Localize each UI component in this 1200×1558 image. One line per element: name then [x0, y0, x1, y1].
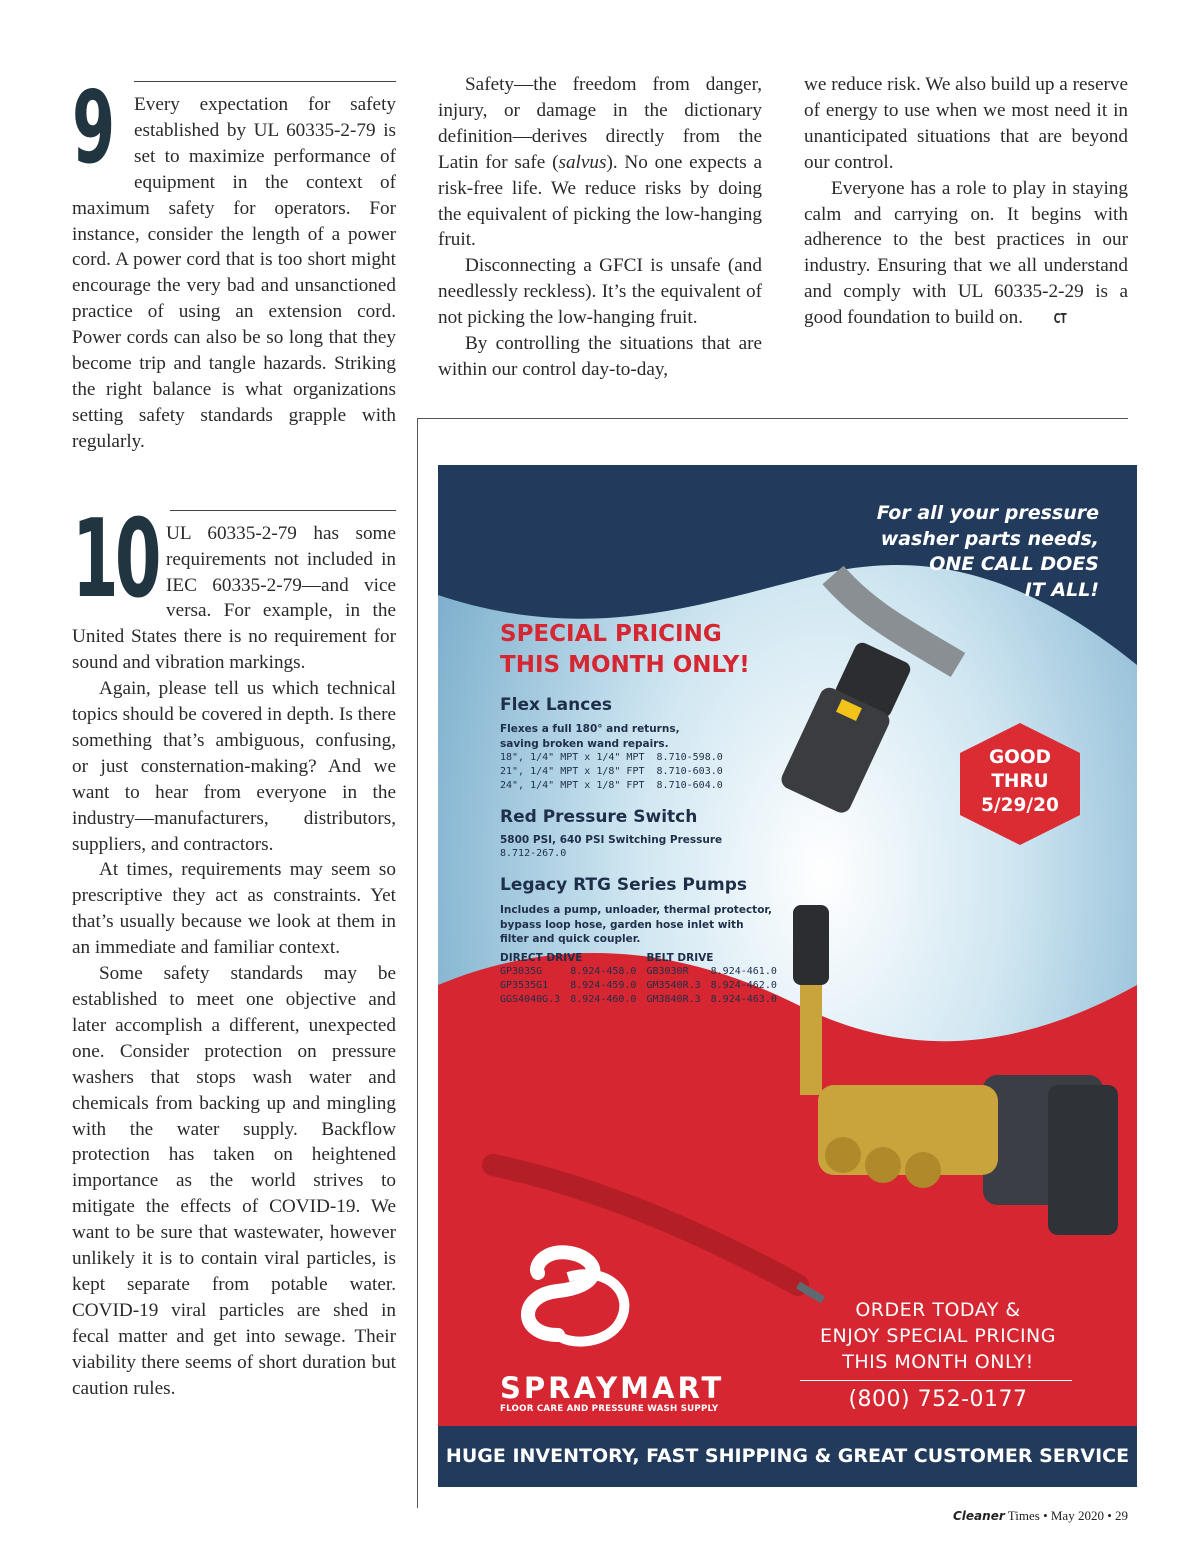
flex-lances-description [500, 722, 680, 751]
good-thru-badge [960, 746, 1080, 818]
order-line: ORDER TODAY & [855, 1299, 1021, 1321]
desc-line: bypass loop hose, garden hose inlet with [500, 918, 744, 931]
part: 8.924-460.0 [570, 994, 637, 1005]
footer-brand: Cleaner [953, 1509, 1005, 1523]
order-line: THIS MONTH ONLY! [842, 1351, 1034, 1373]
belt-drive-header: BELT DRIVE [646, 952, 714, 964]
ad-tagline [799, 501, 1099, 603]
badge-line: 5/29/20 [981, 795, 1059, 816]
ad-frame-left-rule [417, 418, 418, 1508]
tagline-line: IT ALL! [1024, 578, 1099, 601]
order-divider [800, 1380, 1072, 1381]
paragraph [804, 176, 1128, 333]
order-line: ENJOY SPECIAL PRICING [820, 1325, 1056, 1347]
pressure-switch-description: 5800 PSI, 640 PSI Switching Pressure [500, 834, 723, 846]
section-10-text: UL 60335-2-79 has some requirements not included in IEC 60335-2-79—and vice versa. For example, in the United States there is no requirement for sound and vibration markings. [72, 522, 396, 674]
part: 8.924-463.0 [710, 994, 777, 1005]
spraymart-logo-text: SPRAYMART [500, 1371, 725, 1405]
headline-line: SPECIAL PRICING [500, 621, 722, 647]
column-1 [72, 69, 396, 1402]
phone-number[interactable]: (800) 752-0177 [848, 1387, 1028, 1412]
paragraph: Disconnecting a GFCI is unsafe (and needlessly reckless). It’s the equivalent of not picking the low-hanging fruit. [438, 255, 762, 329]
badge-line: GOOD [989, 747, 1051, 768]
part-line: 21", 1/4" MPT x 1/8" FPT 8.710-603.0 [500, 766, 723, 777]
headline-line: THIS MONTH ONLY! [500, 652, 750, 678]
part: 8.924-458.0 [570, 966, 637, 977]
part: 8.924-459.0 [570, 980, 637, 991]
section-rule [170, 510, 396, 511]
desc-line: filter and quick coupler. [500, 933, 641, 945]
desc-line: Includes a pump, unloader, thermal protector, [500, 904, 773, 916]
paragraph [438, 72, 762, 253]
table-row [500, 979, 787, 993]
part-line: 18", 1/4" MPT x 1/4" MPT 8.710-598.0 [500, 752, 723, 763]
ad-frame-top-rule [417, 418, 1128, 419]
section-number-9: 9 [72, 69, 116, 186]
latin-term: salvus [558, 151, 607, 173]
tagline-line: For all your pressure [876, 502, 1099, 524]
section-10-paragraph [72, 496, 396, 676]
model: GP3535G1 [500, 980, 549, 991]
model: GM3540R.3 [646, 980, 701, 991]
model: GB3030R [646, 966, 689, 977]
part: 8.924-462.0 [710, 980, 777, 991]
paragraph: Again, please tell us which technical topics should be covered in depth. Is there something that’s ambiguous, confusing, or just consternation-making? And we want to hear from everyone in the industry—manufacturers, distributors, suppliers, and contractors. [72, 678, 396, 855]
desc-line: saving broken wand repairs. [500, 737, 669, 750]
section-9-text: Every expectation for safety established by UL 60335-2-79 is set to maximize performance of equipment in the context of maximum safety for operators. For instance, consider the length of a power cord. A power cord that is too short might encourage the very bad and unsanctioned practice of using an extension cord. Power cords can also be so long that they become trip and tangle hazards. Striking the right balance is what organizations setting safety standards grapple with regularly. [72, 94, 396, 452]
tagline-line: ONE CALL DOES [929, 553, 1099, 575]
text-run: ). No one expects a risk-free life. We reduce risks by doing the equivalent of picking the low-hanging fruit. [438, 151, 762, 251]
paragraph: At times, requirements may seem so prescriptive they act as constraints. Yet that’s usually because we look at them in an immediate and familiar context. [72, 859, 396, 959]
desc-line: Flexes a full 180° and returns, [500, 723, 680, 735]
model: GM3840R.3 [646, 994, 701, 1005]
flex-lances-parts [500, 751, 723, 793]
flex-lances-title: Flex Lances [500, 695, 612, 715]
tagline-line: washer parts needs, [880, 527, 1099, 550]
paragraph: By controlling the situations that are within our control day-to-day, [438, 333, 762, 380]
table-row [500, 993, 787, 1007]
paragraph: we reduce risk. We also build up a reserve of energy to use when we most need it in unanticipated situations that are beyond our control. [804, 74, 1128, 173]
text-run: Safety—the freedom from danger, injury, or damage in the dictionary definition—derives directly from the Latin for safe ( [438, 74, 762, 173]
spraymart-advertisement[interactable] [438, 465, 1137, 1487]
direct-drive-header: DIRECT DRIVE [500, 952, 583, 964]
section-rule [134, 81, 396, 82]
special-pricing-headline [500, 619, 750, 681]
flex-lance-nozzle [778, 640, 913, 816]
badge-line: THRU [991, 771, 1049, 792]
column-3 [804, 72, 1128, 333]
section-number-10: 10 [72, 496, 158, 622]
text-run: Everyone has a role to play in staying calm and carrying on. It begins with adherence to the best practices in our industry. Ensuring that we all understand and comply with UL 60335-2-29 is a good foundation to build on. [804, 177, 1128, 329]
end-mark: CT [1053, 312, 1067, 328]
rtg-pumps-description [500, 903, 772, 947]
part-line: 24", 1/4" MPT x 1/8" FPT 8.710-604.0 [500, 780, 723, 791]
page-footer [953, 1508, 1128, 1524]
pressure-switch-part: 8.712-267.0 [500, 848, 567, 859]
footer-issue-page: Times • May 2020 • 29 [1004, 1508, 1128, 1523]
column-2 [438, 72, 762, 383]
pumps-parts-table [500, 951, 787, 1007]
rtg-pumps-title: Legacy RTG Series Pumps [500, 875, 747, 895]
section-9-paragraph [72, 69, 396, 455]
table-row [500, 965, 787, 979]
spraymart-logo-subtitle: FLOOR CARE AND PRESSURE WASH SUPPLY [500, 1404, 719, 1414]
paragraph: Some safety standards may be established to meet one objective and later accomplish a different, unexpected one. Consider protection on pressure washers that stops wash water and chemicals from backing up and mingling with the water supply. Backflow protection has taken on heightened importance as the world strives to mitigate the effects of COVID-19. We want to be sure that wastewater, however unlikely it is to contain viral particles, is kept separate from potable water. COVID-19 viral particles are shed in fecal matter and get into sewage. Their viability there seems of short duration but caution rules. [72, 963, 396, 1399]
pressure-switch-title: Red Pressure Switch [500, 807, 698, 827]
part: 8.924-461.0 [710, 966, 777, 977]
ad-banner-text: HUGE INVENTORY, FAST SHIPPING & GREAT CUSTOMER SERVICE [445, 1445, 1130, 1467]
order-today-text [802, 1297, 1074, 1375]
model: GGS4040G.3 [500, 994, 561, 1005]
model: GP3035G [500, 966, 543, 977]
